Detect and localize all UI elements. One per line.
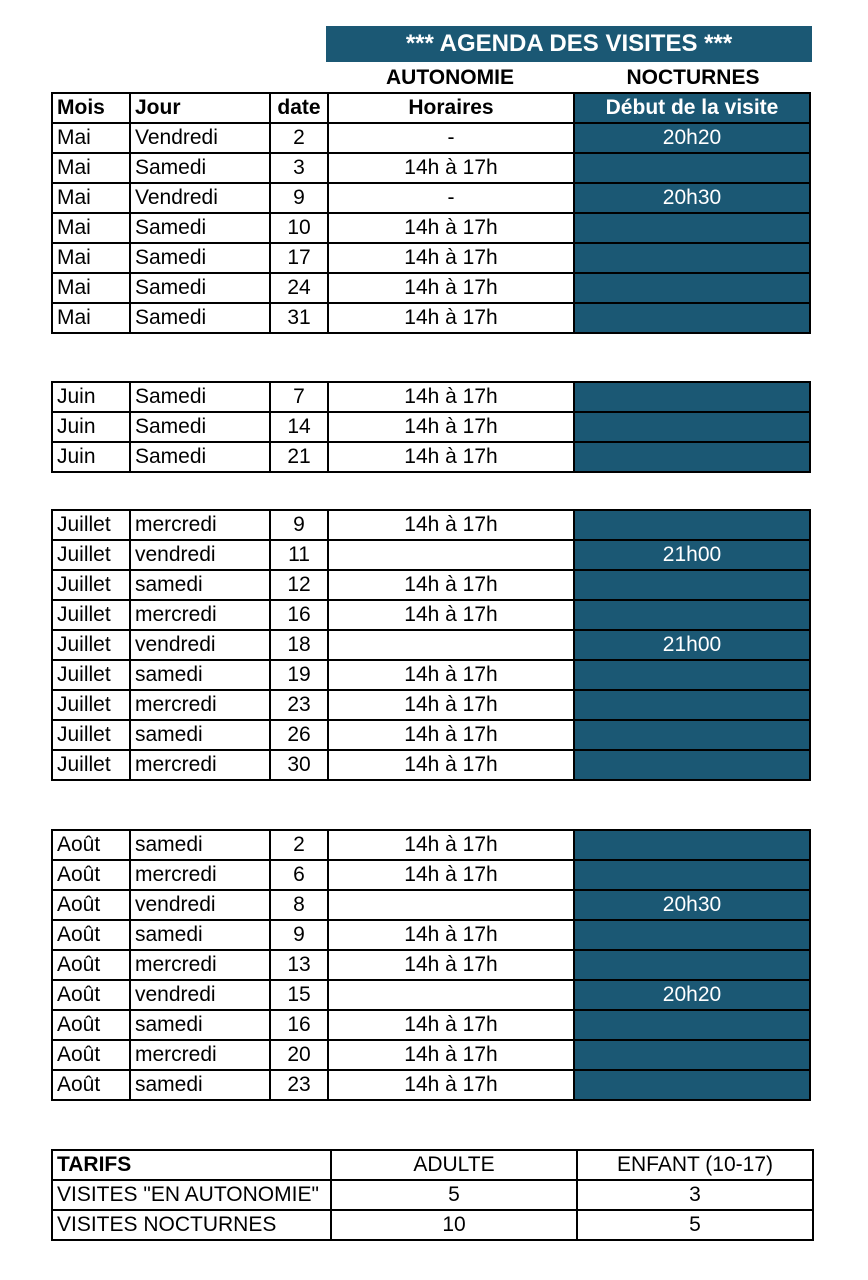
debut-cell bbox=[574, 1040, 810, 1070]
date-cell: 7 bbox=[270, 382, 328, 412]
date-cell: 11 bbox=[270, 540, 328, 570]
tarif-adulte: 5 bbox=[331, 1180, 577, 1210]
mois-cell: Juillet bbox=[52, 510, 130, 540]
mois-cell: Août bbox=[52, 1040, 130, 1070]
mois-cell: Août bbox=[52, 830, 130, 860]
date-cell: 16 bbox=[270, 600, 328, 630]
horaires-cell: 14h à 17h bbox=[328, 243, 574, 273]
header-horaires: Horaires bbox=[328, 93, 574, 123]
horaires-cell: - bbox=[328, 183, 574, 213]
debut-cell bbox=[574, 510, 810, 540]
table-row bbox=[52, 750, 810, 780]
tarif-enfant: 3 bbox=[577, 1180, 813, 1210]
date-cell: 12 bbox=[270, 570, 328, 600]
jour-cell: Vendredi bbox=[130, 183, 270, 213]
mois-cell: Août bbox=[52, 890, 130, 920]
debut-cell bbox=[574, 830, 810, 860]
table-row bbox=[52, 213, 810, 243]
mois-cell: Juillet bbox=[52, 720, 130, 750]
debut-cell bbox=[574, 600, 810, 630]
schedule-table-aout bbox=[51, 829, 811, 1101]
date-cell: 23 bbox=[270, 1070, 328, 1100]
date-cell: 2 bbox=[270, 830, 328, 860]
nocturnes-label: NOCTURNES bbox=[626, 66, 760, 89]
jour-cell: mercredi bbox=[130, 510, 270, 540]
tarif-label: VISITES NOCTURNES bbox=[52, 1210, 331, 1240]
horaires-cell bbox=[328, 890, 574, 920]
horaires-cell: 14h à 17h bbox=[328, 153, 574, 183]
header-mois: Mois bbox=[52, 93, 130, 123]
debut-cell: 20h30 bbox=[574, 890, 810, 920]
table-row bbox=[52, 720, 810, 750]
debut-cell bbox=[574, 660, 810, 690]
table-row bbox=[52, 183, 810, 213]
date-cell: 20 bbox=[270, 1040, 328, 1070]
jour-cell: mercredi bbox=[130, 950, 270, 980]
mois-cell: Juillet bbox=[52, 660, 130, 690]
date-cell: 24 bbox=[270, 273, 328, 303]
horaires-cell bbox=[328, 540, 574, 570]
header-date: date bbox=[270, 93, 328, 123]
table-row bbox=[52, 920, 810, 950]
date-cell: 13 bbox=[270, 950, 328, 980]
table-row bbox=[52, 1070, 810, 1100]
table-row bbox=[52, 980, 810, 1010]
debut-cell bbox=[574, 950, 810, 980]
debut-cell: 20h20 bbox=[574, 123, 810, 153]
jour-cell: samedi bbox=[130, 920, 270, 950]
mois-cell: Août bbox=[52, 1070, 130, 1100]
table-row bbox=[52, 510, 810, 540]
jour-cell: Samedi bbox=[130, 412, 270, 442]
table-row bbox=[52, 243, 810, 273]
horaires-cell: 14h à 17h bbox=[328, 690, 574, 720]
horaires-cell: 14h à 17h bbox=[328, 1070, 574, 1100]
date-cell: 8 bbox=[270, 890, 328, 920]
date-cell: 26 bbox=[270, 720, 328, 750]
horaires-cell: 14h à 17h bbox=[328, 950, 574, 980]
mois-cell: Juin bbox=[52, 442, 130, 472]
tarifs-row bbox=[52, 1180, 813, 1210]
table-row bbox=[52, 540, 810, 570]
mois-cell: Mai bbox=[52, 153, 130, 183]
mois-cell: Mai bbox=[52, 243, 130, 273]
jour-cell: vendredi bbox=[130, 540, 270, 570]
mois-cell: Juillet bbox=[52, 630, 130, 660]
tarif-label: VISITES "EN AUTONOMIE" bbox=[52, 1180, 331, 1210]
horaires-cell: 14h à 17h bbox=[328, 303, 574, 333]
table-row bbox=[52, 303, 810, 333]
horaires-cell: 14h à 17h bbox=[328, 920, 574, 950]
jour-cell: samedi bbox=[130, 1010, 270, 1040]
jour-cell: mercredi bbox=[130, 860, 270, 890]
horaires-cell: 14h à 17h bbox=[328, 213, 574, 243]
jour-cell: samedi bbox=[130, 830, 270, 860]
mois-cell: Août bbox=[52, 1010, 130, 1040]
tarifs-enfant-header: ENFANT (10-17) bbox=[577, 1150, 813, 1180]
date-cell: 10 bbox=[270, 213, 328, 243]
date-cell: 19 bbox=[270, 660, 328, 690]
table-row bbox=[52, 690, 810, 720]
mois-cell: Août bbox=[52, 860, 130, 890]
date-cell: 2 bbox=[270, 123, 328, 153]
schedule-header-row bbox=[52, 93, 810, 123]
date-cell: 21 bbox=[270, 442, 328, 472]
jour-cell: Vendredi bbox=[130, 123, 270, 153]
mois-cell: Mai bbox=[52, 303, 130, 333]
horaires-cell: 14h à 17h bbox=[328, 510, 574, 540]
jour-cell: Samedi bbox=[130, 382, 270, 412]
header-debut: Début de la visite bbox=[574, 93, 810, 123]
date-cell: 23 bbox=[270, 690, 328, 720]
jour-cell: Samedi bbox=[130, 243, 270, 273]
jour-cell: mercredi bbox=[130, 750, 270, 780]
table-row bbox=[52, 273, 810, 303]
tarifs-adulte-header: ADULTE bbox=[331, 1150, 577, 1180]
jour-cell: samedi bbox=[130, 720, 270, 750]
mois-cell: Juillet bbox=[52, 540, 130, 570]
autonomie-label: AUTONOMIE bbox=[386, 66, 514, 89]
debut-cell: 20h30 bbox=[574, 183, 810, 213]
table-row bbox=[52, 382, 810, 412]
debut-cell bbox=[574, 442, 810, 472]
jour-cell: Samedi bbox=[130, 153, 270, 183]
horaires-cell: 14h à 17h bbox=[328, 273, 574, 303]
jour-cell: vendredi bbox=[130, 890, 270, 920]
table-row bbox=[52, 860, 810, 890]
date-cell: 31 bbox=[270, 303, 328, 333]
debut-cell bbox=[574, 1070, 810, 1100]
mois-cell: Mai bbox=[52, 273, 130, 303]
jour-cell: mercredi bbox=[130, 1040, 270, 1070]
jour-cell: Samedi bbox=[130, 442, 270, 472]
date-cell: 3 bbox=[270, 153, 328, 183]
page-title: *** AGENDA DES VISITES *** bbox=[326, 26, 812, 62]
tarif-adulte: 10 bbox=[331, 1210, 577, 1240]
schedule-table-juillet bbox=[51, 509, 811, 781]
table-row bbox=[52, 630, 810, 660]
mois-cell: Août bbox=[52, 920, 130, 950]
horaires-cell: 14h à 17h bbox=[328, 720, 574, 750]
jour-cell: vendredi bbox=[130, 630, 270, 660]
debut-cell bbox=[574, 382, 810, 412]
date-cell: 9 bbox=[270, 510, 328, 540]
horaires-cell: 14h à 17h bbox=[328, 1040, 574, 1070]
date-cell: 16 bbox=[270, 1010, 328, 1040]
mois-cell: Juillet bbox=[52, 570, 130, 600]
date-cell: 9 bbox=[270, 183, 328, 213]
date-cell: 30 bbox=[270, 750, 328, 780]
date-cell: 17 bbox=[270, 243, 328, 273]
table-row bbox=[52, 600, 810, 630]
debut-cell: 21h00 bbox=[574, 540, 810, 570]
table-row bbox=[52, 890, 810, 920]
debut-cell: 20h20 bbox=[574, 980, 810, 1010]
date-cell: 9 bbox=[270, 920, 328, 950]
mois-cell: Juin bbox=[52, 382, 130, 412]
horaires-cell: 14h à 17h bbox=[328, 860, 574, 890]
debut-cell bbox=[574, 243, 810, 273]
mois-cell: Mai bbox=[52, 123, 130, 153]
table-row bbox=[52, 412, 810, 442]
table-row bbox=[52, 1010, 810, 1040]
jour-cell: Samedi bbox=[130, 303, 270, 333]
date-cell: 15 bbox=[270, 980, 328, 1010]
jour-cell: samedi bbox=[130, 570, 270, 600]
jour-cell: Samedi bbox=[130, 273, 270, 303]
debut-cell bbox=[574, 720, 810, 750]
mois-cell: Juillet bbox=[52, 750, 130, 780]
debut-cell bbox=[574, 213, 810, 243]
table-row bbox=[52, 660, 810, 690]
horaires-cell: 14h à 17h bbox=[328, 412, 574, 442]
mois-cell: Mai bbox=[52, 213, 130, 243]
debut-cell bbox=[574, 750, 810, 780]
mois-cell: Juin bbox=[52, 412, 130, 442]
horaires-cell: 14h à 17h bbox=[328, 570, 574, 600]
debut-cell bbox=[574, 303, 810, 333]
mois-cell: Août bbox=[52, 980, 130, 1010]
mois-cell: Août bbox=[52, 950, 130, 980]
table-row bbox=[52, 153, 810, 183]
debut-cell bbox=[574, 860, 810, 890]
horaires-cell bbox=[328, 630, 574, 660]
tarifs-header-row bbox=[52, 1150, 813, 1180]
schedule-table-juin bbox=[51, 381, 811, 473]
schedule-table-mai bbox=[51, 92, 811, 334]
table-row bbox=[52, 950, 810, 980]
mois-cell: Juillet bbox=[52, 690, 130, 720]
horaires-cell: 14h à 17h bbox=[328, 600, 574, 630]
horaires-cell: - bbox=[328, 123, 574, 153]
horaires-cell: 14h à 17h bbox=[328, 750, 574, 780]
mois-cell: Juillet bbox=[52, 600, 130, 630]
debut-cell bbox=[574, 570, 810, 600]
table-row bbox=[52, 830, 810, 860]
header-jour: Jour bbox=[130, 93, 270, 123]
jour-cell: Samedi bbox=[130, 213, 270, 243]
horaires-cell: 14h à 17h bbox=[328, 442, 574, 472]
debut-cell bbox=[574, 153, 810, 183]
table-row bbox=[52, 123, 810, 153]
table-row bbox=[52, 570, 810, 600]
jour-cell: samedi bbox=[130, 1070, 270, 1100]
horaires-cell: 14h à 17h bbox=[328, 382, 574, 412]
table-row bbox=[52, 1040, 810, 1070]
jour-cell: vendredi bbox=[130, 980, 270, 1010]
jour-cell: mercredi bbox=[130, 690, 270, 720]
date-cell: 14 bbox=[270, 412, 328, 442]
horaires-cell bbox=[328, 980, 574, 1010]
debut-cell bbox=[574, 1010, 810, 1040]
tarifs-table bbox=[51, 1149, 814, 1241]
tarif-enfant: 5 bbox=[577, 1210, 813, 1240]
debut-cell: 21h00 bbox=[574, 630, 810, 660]
horaires-cell: 14h à 17h bbox=[328, 830, 574, 860]
debut-cell bbox=[574, 920, 810, 950]
jour-cell: mercredi bbox=[130, 600, 270, 630]
jour-cell: samedi bbox=[130, 660, 270, 690]
date-cell: 6 bbox=[270, 860, 328, 890]
tarifs-row bbox=[52, 1210, 813, 1240]
horaires-cell: 14h à 17h bbox=[328, 660, 574, 690]
debut-cell bbox=[574, 273, 810, 303]
debut-cell bbox=[574, 690, 810, 720]
horaires-cell: 14h à 17h bbox=[328, 1010, 574, 1040]
date-cell: 18 bbox=[270, 630, 328, 660]
table-row bbox=[52, 442, 810, 472]
mois-cell: Mai bbox=[52, 183, 130, 213]
tarifs-title: TARIFS bbox=[52, 1150, 331, 1180]
debut-cell bbox=[574, 412, 810, 442]
